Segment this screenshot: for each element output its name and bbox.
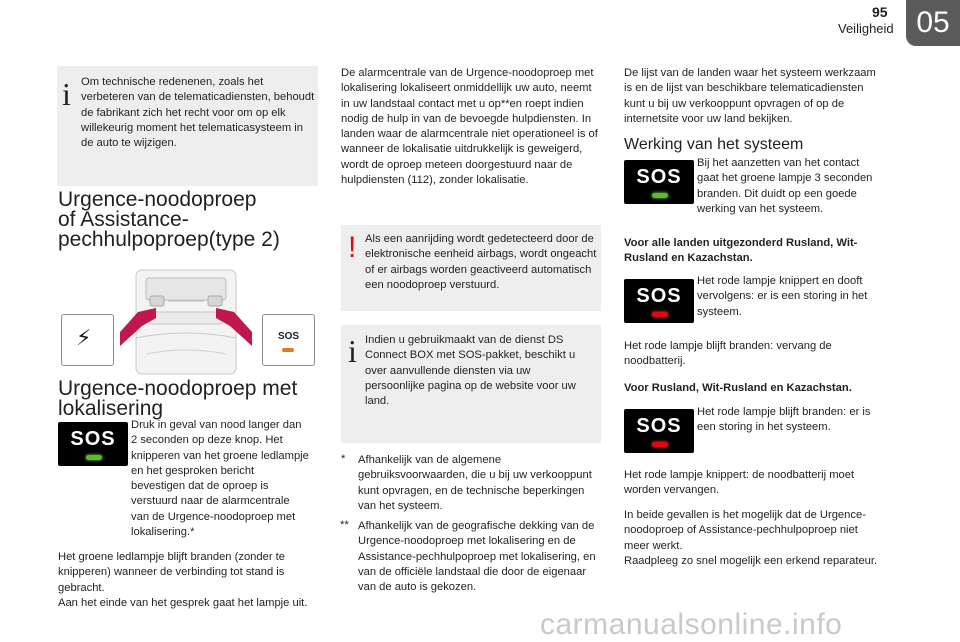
paragraph-led-on: Het groene ledlampje blijft branden (zonder te knipperen) wanneer de verbinding tot stand is gebracht. xyxy=(58,551,285,594)
red-led xyxy=(652,442,668,447)
system-heading: Werking van het systeem xyxy=(624,136,804,153)
wrench-arrow-icon: ⚡ xyxy=(76,325,92,350)
sos-button-green xyxy=(58,422,128,466)
chapter-number: 05 xyxy=(916,6,950,39)
subheading-all-countries: Voor alle landen uitgezonderd Rusland, Wit-Rusland en Kazachstan. xyxy=(624,237,858,265)
sos-button-zoom xyxy=(262,314,315,366)
info-box-connect xyxy=(341,325,601,443)
red-led-battery-paragraph: Het rode lampje blijft branden: vervang de noodbatterij. xyxy=(624,340,832,368)
footnote2-mark: ** xyxy=(340,519,349,531)
connect-info-text: Indien u gebruikmaakt van de dienst DS Connect BOX met SOS-pakket, beschikt u over aanvullende diensten via uw persoonlijke pagina op de website voor uw land. xyxy=(365,334,576,408)
countries-paragraph: De lijst van de landen waar het systeem werkzaam is en de lijst van beschikbare telematicadiensten kunt u bij uw verkooppunt opvragen of op de internetsite voor uw land bekijken. xyxy=(624,67,876,125)
page-number: 95 xyxy=(872,4,888,20)
subheading-russia: Voor Rusland, Wit-Rusland en Kazachstan. xyxy=(624,382,852,394)
sos-button-red xyxy=(624,409,694,453)
sos-label: SOS xyxy=(636,166,682,188)
assistance-button-zoom xyxy=(61,314,114,366)
footnote2-text: Afhankelijk van de geografische dekking van de Urgence-noodoproep met lokalisering en de Assistance-pechhulpoproep met lokalisering, en van de officiële landstaal die door de eigenaar van de auto is gekozen. xyxy=(358,520,596,594)
main-heading-line3: pechhulpoproep(type 2) xyxy=(58,228,280,251)
sos-zoom-label: SOS xyxy=(277,331,300,342)
footnote1-mark: * xyxy=(341,453,346,465)
sos-label: SOS xyxy=(70,428,116,450)
warning-icon: ! xyxy=(348,231,357,264)
main-heading-line2: of Assistance- xyxy=(58,208,189,231)
sos-label: SOS xyxy=(636,285,682,307)
alarm-centre-paragraph: De alarmcentrale van de Urgence-noodoproep met lokalisering lokaliseert onmiddellijk uw auto, neemt in uw landstaal contact met u op**en roept indien nodig de hulp in van de bevoegde hulpdiensten. In landen waar de alarmcentrale niet operationeel is of wanneer de lokalisatie uitdrukkelijk is geweigerd, wordt de oproep meteen doorgestuurd naar de hulpdiensten (112), zonder lokalisatie. xyxy=(341,67,598,187)
sos-button-red xyxy=(624,279,694,323)
green-led xyxy=(86,455,102,460)
sub-heading xyxy=(58,379,328,419)
footnote1-text: Afhankelijk van de algemene gebruiksvoorwaarden, die u bij uw verkooppunt kunt opvragen, en de technische beperkingen van het systeem. xyxy=(358,454,592,512)
warning-box xyxy=(341,225,601,311)
sos-description: Druk in geval van nood langer dan 2 seconden op deze knop. Het knipperen van het groene ledlampje en het gesproken bericht bevestigen dat de oproep is verstuurd naar de alarmcentrale van de Urgence-noodoproep met lokalisering.* xyxy=(131,419,309,539)
contact-repairer-paragraph: Raadpleeg zo snel mogelijk een erkend reparateur. xyxy=(624,555,878,567)
paragraph-led-off: Aan het einde van het gesprek gaat het lampje uit. xyxy=(58,597,308,609)
info-text: Om technische redenenen, zoals het verbeteren van de telematicadiensten, behoudt de fabrikant zich het recht voor om op elk willekeurig moment het telematicasysteem in de auto te wijzigen. xyxy=(81,76,315,150)
sos-zoom-led xyxy=(282,348,294,352)
info-icon: i xyxy=(62,76,71,112)
info-icon: i xyxy=(348,333,357,369)
chapter-tab xyxy=(906,0,960,46)
sub-heading-line1: Urgence-noodoproep met xyxy=(58,377,298,400)
main-heading-line1: Urgence-noodoproep xyxy=(58,188,257,211)
red-led xyxy=(652,312,668,317)
sub-heading-line2: lokalisering xyxy=(58,397,164,420)
section-title: Veiligheid xyxy=(838,21,894,36)
info-box xyxy=(57,66,318,186)
both-cases-paragraph: In beide gevallen is het mogelijk dat de Urgence-noodoproep of Assistance-pechhulpoproep niet meer werkt. xyxy=(624,509,866,552)
green-led xyxy=(652,193,668,198)
green-led-description: Bij het aanzetten van het contact gaat het groene lampje 3 seconden branden. Dit duidt op een goede werking van het systeem. xyxy=(697,157,873,215)
red-led-on-description: Het rode lampje blijft branden: er is een storing in het systeem. xyxy=(697,406,871,434)
red-led-blinking-description: Het rode lampje knippert en dooft vervolgens: er is een storing in het systeem. xyxy=(697,275,868,318)
main-heading xyxy=(58,190,328,250)
warning-text: Als een aanrijding wordt gedetecteerd door de elektronische eenheid airbags, wordt ongeacht of er airbags worden geactiveerd automatisch een noodoproep verstuurd. xyxy=(365,233,597,291)
watermark: carmanualsonline.info xyxy=(540,608,843,641)
red-led-battery-replace: Het rode lampje knippert: de noodbatterij moet worden vervangen. xyxy=(624,469,855,497)
sos-label: SOS xyxy=(636,415,682,437)
sos-button-green xyxy=(624,160,694,204)
